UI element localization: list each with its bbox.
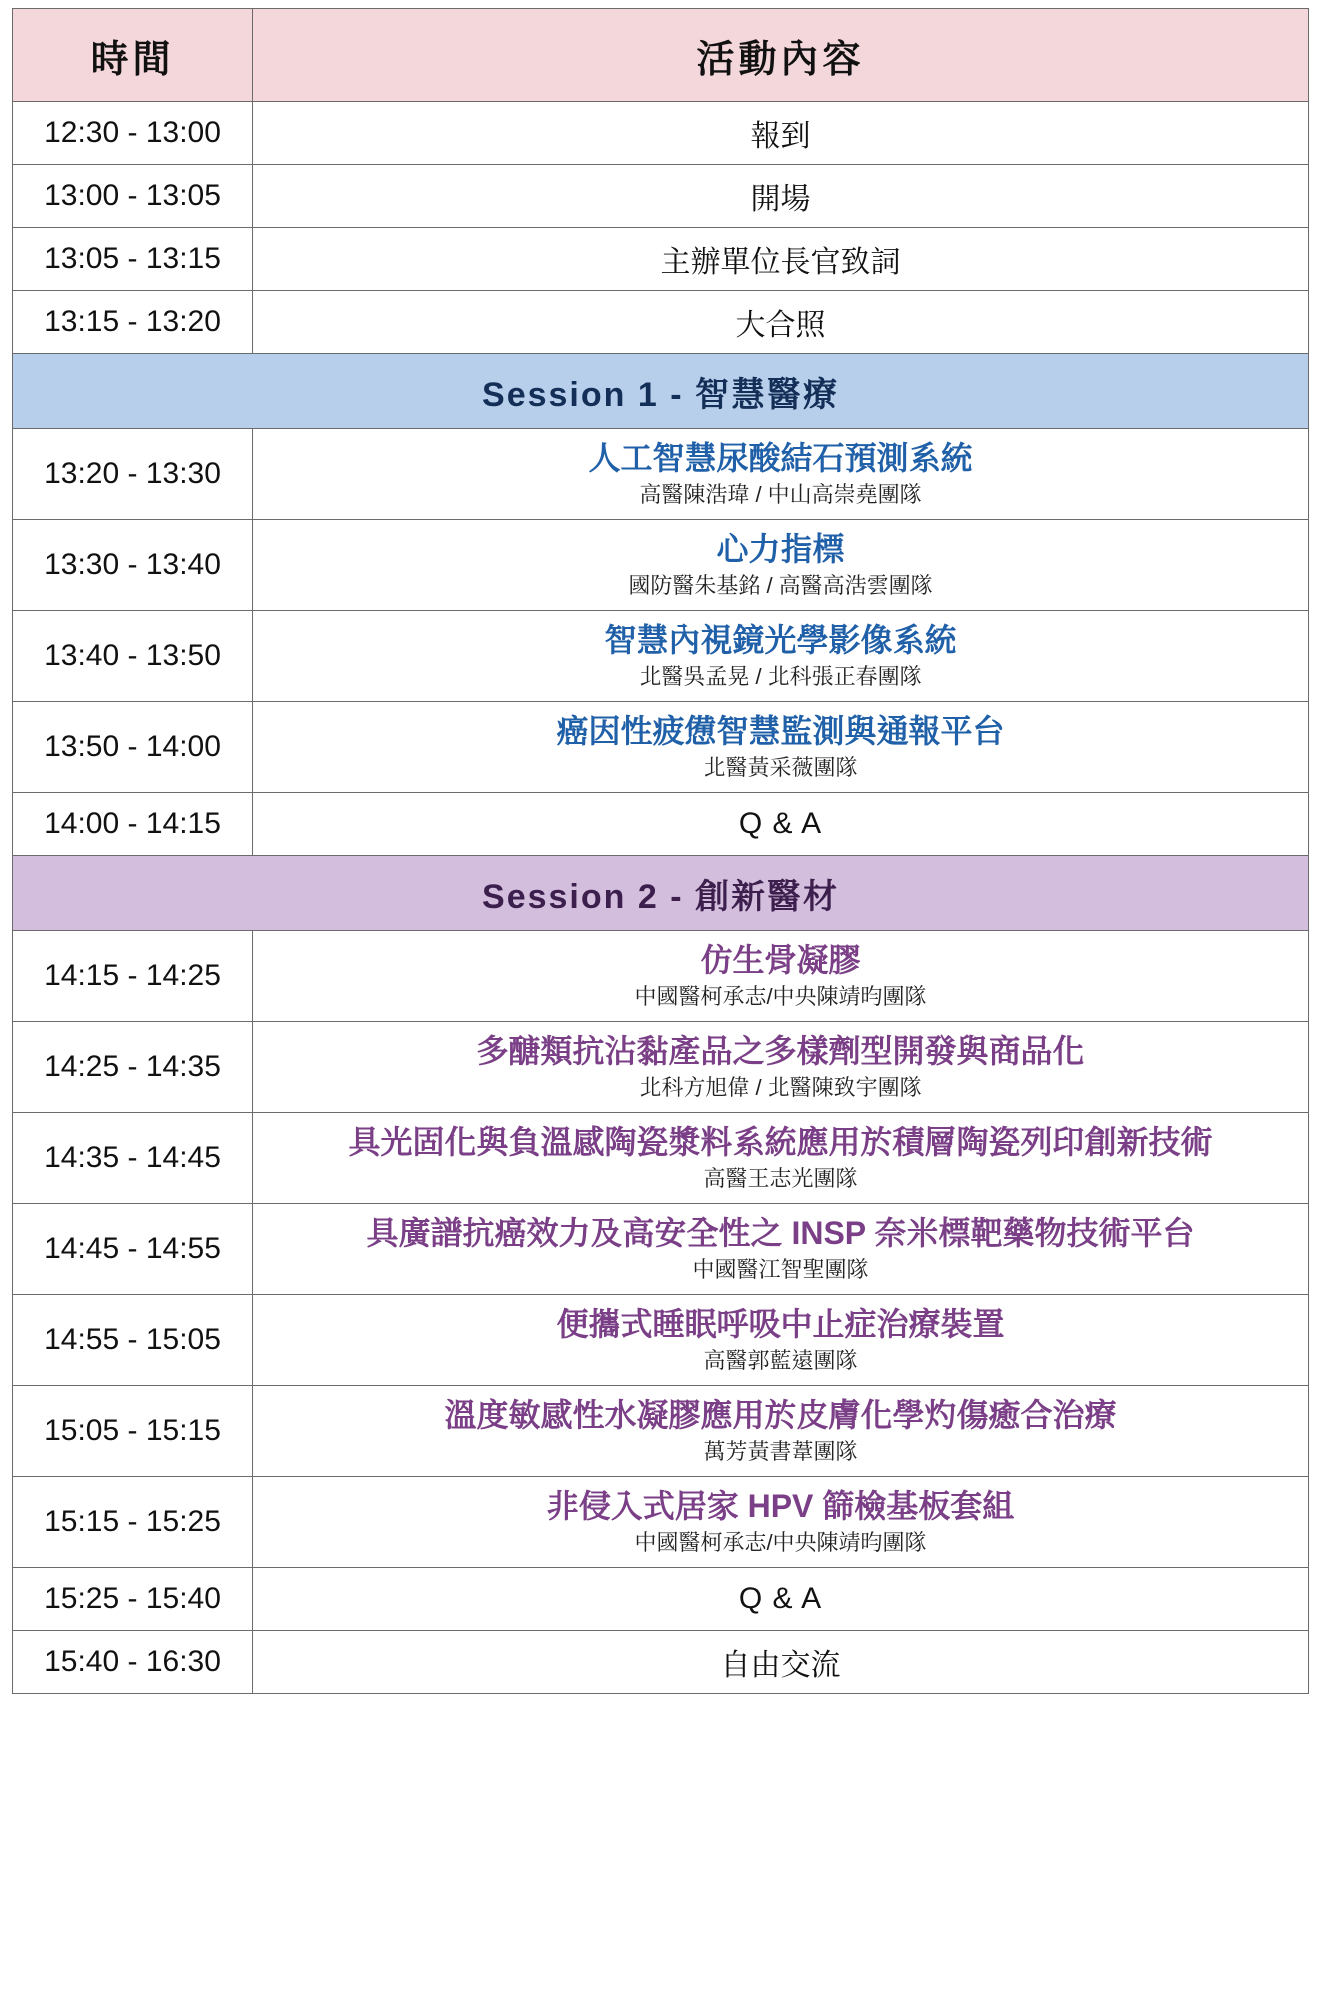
table-row <box>13 1295 1309 1386</box>
table-row <box>13 429 1309 520</box>
talk-title: 仿生骨凝膠 <box>700 942 861 979</box>
table-row <box>13 931 1309 1022</box>
row-content <box>253 1204 1309 1295</box>
table-row <box>13 1477 1309 1568</box>
row-time: 13:30 - 13:40 <box>13 520 253 611</box>
row-content <box>253 429 1309 520</box>
row-content <box>253 1113 1309 1204</box>
row-content: 開場 <box>253 165 1309 228</box>
talk-title: 非侵入式居家 HPV 篩檢基板套組 <box>546 1488 1015 1525</box>
row-time: 13:40 - 13:50 <box>13 611 253 702</box>
talk-team: 中國醫江智聖團隊 <box>692 1256 869 1282</box>
row-time: 15:40 - 16:30 <box>13 1631 253 1694</box>
talk-team: 北醫吳孟晃 / 北科張正春團隊 <box>639 663 922 689</box>
row-content <box>253 702 1309 793</box>
row-time: 13:15 - 13:20 <box>13 291 253 354</box>
table-row <box>13 1386 1309 1477</box>
table-row <box>13 520 1309 611</box>
header-content: 活動內容 <box>253 9 1309 102</box>
table-row <box>13 291 1309 354</box>
row-content <box>253 1386 1309 1477</box>
row-content <box>253 1477 1309 1568</box>
talk-team: 萬芳黃書葦團隊 <box>703 1438 858 1464</box>
table-row <box>13 1113 1309 1204</box>
talk-team: 中國醫柯承志/中央陳靖昀團隊 <box>634 983 927 1009</box>
talk-title: 人工智慧尿酸結石預測系統 <box>588 440 973 477</box>
table-body <box>13 102 1309 1694</box>
table-row <box>13 228 1309 291</box>
header-time: 時間 <box>13 9 253 102</box>
row-time: 13:05 - 13:15 <box>13 228 253 291</box>
talk-title: 具光固化與負溫感陶瓷漿料系統應用於積層陶瓷列印創新技術 <box>348 1124 1213 1161</box>
row-content: Q & A <box>253 1568 1309 1631</box>
talk-title: 癌因性疲憊智慧監測與通報平台 <box>556 713 1005 750</box>
row-time: 13:00 - 13:05 <box>13 165 253 228</box>
talk-team: 高醫王志光團隊 <box>703 1165 858 1191</box>
row-time: 14:15 - 14:25 <box>13 931 253 1022</box>
talk-team: 高醫陳浩瑋 / 中山高崇堯團隊 <box>639 481 922 507</box>
table-row <box>13 793 1309 856</box>
talk-title: 心力指標 <box>716 531 845 568</box>
table-row <box>13 1022 1309 1113</box>
table-row <box>13 611 1309 702</box>
row-time: 14:25 - 14:35 <box>13 1022 253 1113</box>
talk-team: 中國醫柯承志/中央陳靖昀團隊 <box>634 1529 927 1555</box>
row-time: 14:55 - 15:05 <box>13 1295 253 1386</box>
row-time: 15:25 - 15:40 <box>13 1568 253 1631</box>
row-content: 自由交流 <box>253 1631 1309 1694</box>
row-content: Q & A <box>253 793 1309 856</box>
talk-title: 多醣類抗沾黏產品之多樣劑型開發與商品化 <box>476 1033 1085 1070</box>
session-banner-row <box>13 856 1309 931</box>
row-time: 15:15 - 15:25 <box>13 1477 253 1568</box>
table-row <box>13 165 1309 228</box>
talk-title: 便攜式睡眠呼吸中止症治療裝置 <box>556 1306 1005 1343</box>
talk-team: 國防醫朱基銘 / 高醫高浩雲團隊 <box>628 572 933 598</box>
table-header <box>13 9 1309 102</box>
row-content <box>253 1022 1309 1113</box>
header-row <box>13 9 1309 102</box>
table-row <box>13 1568 1309 1631</box>
row-time: 14:00 - 14:15 <box>13 793 253 856</box>
talk-title: 智慧內視鏡光學影像系統 <box>604 622 957 659</box>
row-content <box>253 931 1309 1022</box>
row-content: 大合照 <box>253 291 1309 354</box>
talk-title: 具廣譜抗癌效力及高安全性之 INSP 奈米標靶藥物技術平台 <box>366 1215 1195 1252</box>
table-row <box>13 1631 1309 1694</box>
table-row <box>13 1204 1309 1295</box>
table-row <box>13 702 1309 793</box>
row-content <box>253 520 1309 611</box>
talk-team: 北醫黃采薇團隊 <box>703 754 858 780</box>
talk-team: 北科方旭偉 / 北醫陳致宇團隊 <box>639 1074 922 1100</box>
row-time: 14:35 - 14:45 <box>13 1113 253 1204</box>
row-content <box>253 1295 1309 1386</box>
row-time: 15:05 - 15:15 <box>13 1386 253 1477</box>
session-banner-label: Session 1 - 智慧醫療 <box>13 354 1309 429</box>
talk-title: 溫度敏感性水凝膠應用於皮膚化學灼傷癒合治療 <box>444 1397 1117 1434</box>
row-content: 主辦單位長官致詞 <box>253 228 1309 291</box>
row-time: 13:20 - 13:30 <box>13 429 253 520</box>
talk-team: 高醫郭藍遠團隊 <box>703 1347 858 1373</box>
agenda-table <box>12 8 1309 1694</box>
session-banner-row <box>13 354 1309 429</box>
row-time: 12:30 - 13:00 <box>13 102 253 165</box>
row-content <box>253 611 1309 702</box>
row-time: 13:50 - 14:00 <box>13 702 253 793</box>
session-banner-label: Session 2 - 創新醫材 <box>13 856 1309 931</box>
table-row <box>13 102 1309 165</box>
row-time: 14:45 - 14:55 <box>13 1204 253 1295</box>
row-content: 報到 <box>253 102 1309 165</box>
